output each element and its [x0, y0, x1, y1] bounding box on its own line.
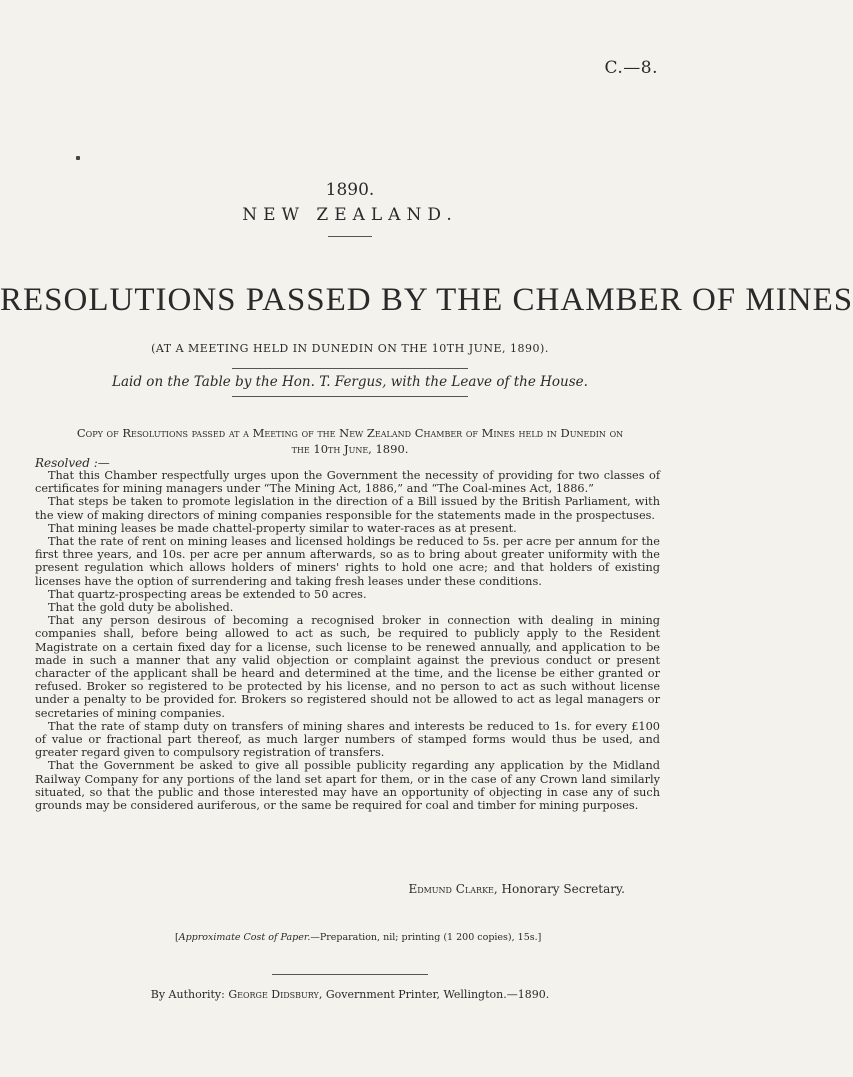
- main-title: RESOLUTIONS PASSED BY THE CHAMBER OF MINES: [0, 282, 853, 318]
- footer-divider: [272, 974, 428, 975]
- signature-name: Edmund Clarke,: [408, 882, 498, 896]
- resolution-paragraph: That quartz-prospecting areas be extended to 50 acres.: [48, 587, 367, 601]
- resolution-paragraph: That the rate of rent on mining leases and licensed holdings be reduced to 5s. per acre per annum for the first three years, and 10s. per acre per annum afterwards, so as to bring about greater uniformity with the present regulation which allows holders of miners' rights to hold one acre; and that holders of existing licenses have the option of surrendering and taking fresh leases under these conditions.: [35, 535, 660, 588]
- resolution-paragraph: That the gold duty be abolished.: [48, 601, 234, 615]
- cost-label: Approximate Cost of Paper.: [178, 932, 311, 943]
- resolution-paragraph: That steps be taken to promote legislation in the direction of a Bill issued by the British Parliament, with the view of making directors of mining companies responsible for the statements made in the prospectuses.: [35, 495, 660, 522]
- signature: [408, 882, 625, 896]
- resolution-paragraph: That this Chamber respectfully urges upon the Government the necessity of providing for two classes of certificates for mining managers under “The Mining Act, 1886,” and “The Coal-mines Act, 1886.”: [35, 469, 660, 496]
- year: 1890.: [325, 180, 375, 200]
- authority-prefix: By Authority:: [150, 988, 225, 1001]
- subtitle: (AT A MEETING HELD IN DUNEDIN ON THE 10TH JUNE, 1890).: [151, 342, 549, 355]
- scan-speck: [76, 156, 80, 160]
- resolution-paragraph: That any person desirous of becoming a recognised broker in connection with dealing in mining companies shall, before being allowed to act as such, be required to publicly apply to the Resident Magistrate on a certain fixed day for a license, such license to be renewed annually, and application to be made in such a manner that any valid objection or complaint against the previous conduct or present character of the applicant shall be heard and determined at the time, and the license be either granted or refused. Broker so registered to be protected by his license, and no person to act as such without license under a penalty to be provided for. Brokers so registered should not be allowed to act as legal managers or secretaries of mining companies.: [35, 614, 660, 720]
- copy-heading: Copy of Resolutions passed at a Meeting of the New Zealand Chamber of Mines held in Dunedin on the 10th June, 1890.: [76, 426, 624, 456]
- signature-title: Honorary Secretary.: [501, 882, 625, 896]
- authority-line: [0, 988, 700, 1001]
- resolutions-body: [35, 469, 660, 812]
- country: NEW ZEALAND.: [242, 205, 458, 225]
- laid-divider-bottom: [232, 396, 468, 397]
- page-code: C.—8.: [604, 58, 658, 78]
- resolved-label: Resolved :—: [35, 456, 110, 470]
- cost-detail: —Preparation, nil; printing (1 200 copies), 15s.: [310, 932, 538, 943]
- authority-suffix: Government Printer, Wellington.—1890.: [325, 988, 550, 1001]
- laid-on-table: Laid on the Table by the Hon. T. Fergus, with the Leave of the House.: [112, 374, 588, 390]
- resolution-paragraph: That mining leases be made chattel-property similar to water-races as at present.: [48, 521, 517, 535]
- cost-note: [Approximate Cost of Paper.—Preparation, nil; printing (1 200 copies), 15s.]: [175, 932, 542, 943]
- resolution-paragraph: That the rate of stamp duty on transfers of mining shares and interests be reduced to 1s. for every £100 of value or fractional part thereof, as much larger numbers of stamped forms would thus be used, and greater regard given to compulsory registration of transfers.: [35, 719, 660, 760]
- printer-name: George Didsbury,: [228, 988, 323, 1001]
- laid-divider-top: [232, 368, 468, 369]
- title-divider: [328, 236, 372, 237]
- resolution-paragraph: That the Government be asked to give all possible publicity regarding any application by the Midland Railway Company for any portions of the land set apart for them, or in the case of any Crown land similarly situated, so that the public and those interested may have an opportunity of objecting in case any of such grounds may be considered auriferous, or the same be required for coal and timber for mining purposes.: [35, 759, 660, 813]
